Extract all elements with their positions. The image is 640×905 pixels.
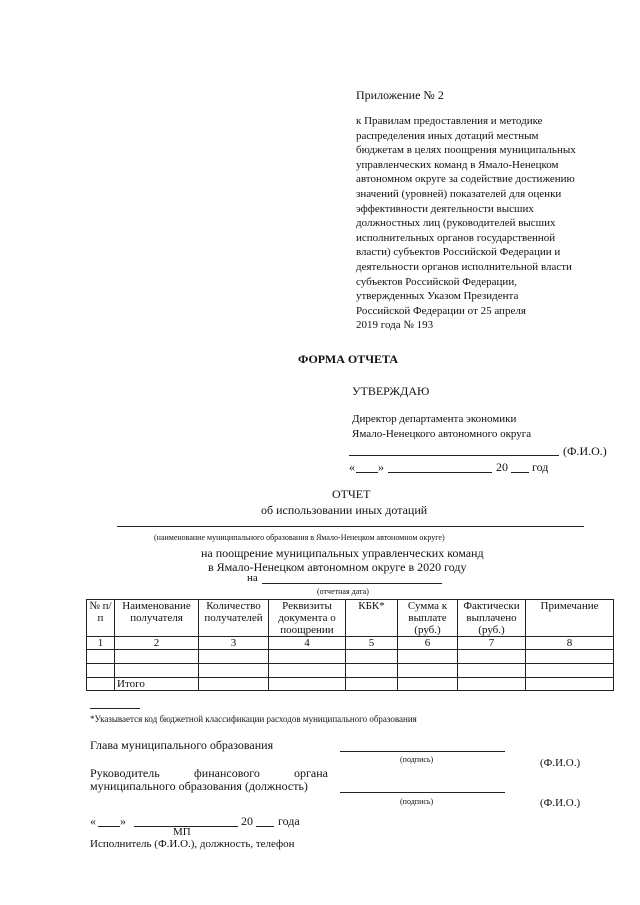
number-cell: 7: [458, 637, 526, 650]
table-cell: [87, 664, 115, 678]
finance-word-1: Руководитель: [90, 766, 160, 780]
header-cell-count: Количество получателей: [199, 600, 269, 637]
report-title: ОТЧЕТ: [332, 487, 371, 501]
appendix-title: Приложение № 2: [356, 88, 444, 102]
table-cell: [346, 664, 398, 678]
approve-position-2: Ямало-Ненецкого автономного округа: [352, 428, 532, 440]
finance-sign-caption: (подпись): [400, 797, 434, 806]
appendix-line: значений (уровней) показателей для оценки: [356, 187, 562, 200]
finance-fio: (Ф.И.О.): [540, 797, 581, 809]
appendix-line: субъектов Российской Федерации,: [356, 275, 517, 288]
appendix-line: распределения иных дотаций местным: [356, 129, 539, 142]
header-cell-paid: Фактически выплачено (руб.): [458, 600, 526, 637]
appendix-line: управленческих команд в Ямало-Ненецком: [356, 158, 559, 171]
table-cell: [269, 650, 346, 664]
table-cell: [398, 678, 458, 691]
number-cell: 8: [526, 637, 614, 650]
approve-date-close: »: [378, 460, 384, 474]
head-label: Глава муниципального образования: [90, 738, 274, 752]
header-cell-note: Примечание: [526, 600, 614, 637]
number-cell: 6: [398, 637, 458, 650]
approve-month-line: [388, 472, 492, 473]
table-number-row: [87, 637, 614, 650]
appendix-line: бюджетам в целях поощрения муниципальных: [356, 144, 576, 157]
appendix-line: эффективности деятельности высших: [356, 202, 534, 215]
sign-date-close: »: [120, 814, 126, 828]
footnote: *Указывается код бюджетной классификации расходов муниципального образования: [90, 714, 417, 724]
number-cell: 1: [87, 637, 115, 650]
report-date-caption: (отчетная дата): [317, 587, 369, 596]
header-cell-kbk: КБК*: [346, 600, 398, 637]
table-cell: [269, 664, 346, 678]
appendix-line: Российской Федерации от 25 апреля: [356, 304, 526, 317]
sign-year-prefix: 20: [241, 814, 253, 828]
sign-day-line: [98, 826, 120, 827]
appendix-line: должностных лиц (руководителей высших: [356, 217, 556, 230]
table-cell: [269, 678, 346, 691]
head-fio: (Ф.И.О.): [540, 757, 581, 769]
report-table: [86, 599, 614, 691]
approve-signature-line: [349, 455, 559, 456]
finance-word-3: органа: [294, 766, 328, 780]
stamp-place: МП: [173, 826, 191, 838]
table-cell: [458, 650, 526, 664]
table-cell: [526, 650, 614, 664]
appendix-line: исполнительных органов государственной: [356, 231, 556, 244]
header-cell-document: Реквизиты документа о поощрении: [269, 600, 346, 637]
head-signature-line: [340, 751, 505, 752]
header-cell-recipient: Наименование получателя: [115, 600, 199, 637]
table-cell: [87, 678, 115, 691]
table-header-row: [87, 600, 614, 637]
approve-day-line: [356, 472, 378, 473]
executor-label: Исполнитель (Ф.И.О.), должность, телефон: [90, 838, 295, 850]
total-label: Итого: [115, 678, 199, 691]
table-cell: [458, 664, 526, 678]
finance-line-2: муниципального образования (должность): [90, 779, 308, 793]
approve-date-open: «: [349, 460, 355, 474]
purpose-line-1: на поощрение муниципальных управленческих команд: [201, 546, 484, 560]
table-cell: [199, 664, 269, 678]
finance-signature-line: [340, 792, 505, 793]
table-cell: [199, 650, 269, 664]
number-cell: 3: [199, 637, 269, 650]
appendix-line: автономном округе за содействие достижению: [356, 173, 575, 186]
table-cell: [115, 650, 199, 664]
table-cell: [458, 678, 526, 691]
table-cell: [346, 650, 398, 664]
approve-year-prefix: 20: [496, 460, 508, 474]
table-row: [87, 664, 614, 678]
sign-date-open: «: [90, 814, 96, 828]
appendix-line: 2019 года № 193: [356, 319, 434, 332]
table-total-row: [87, 678, 614, 691]
table-cell: [526, 678, 614, 691]
form-title: ФОРМА ОТЧЕТА: [298, 352, 399, 366]
appendix-line: утвержденных Указом Президента: [356, 290, 519, 303]
number-cell: 4: [269, 637, 346, 650]
table-cell: [199, 678, 269, 691]
table-cell: [346, 678, 398, 691]
appendix-text: [356, 114, 626, 333]
municipality-caption: (наименование муниципального образования в Ямало-Ненецком автономном округе): [154, 533, 445, 542]
purpose-line-2: в Ямало-Ненецком автономном округе в 2020 году: [208, 560, 467, 574]
table-cell: [398, 650, 458, 664]
approve-title: УТВЕРЖДАЮ: [352, 384, 430, 398]
number-cell: 2: [115, 637, 199, 650]
appendix-line: к Правилам предоставления и методике: [356, 115, 543, 127]
finance-word-2: финансового: [194, 766, 260, 780]
approve-position-1: Директор департамента экономики: [352, 413, 517, 425]
report-date-line: [262, 583, 442, 584]
approve-fio: (Ф.И.О.): [563, 444, 607, 458]
on-label: на: [247, 572, 258, 584]
sign-year-suffix: года: [278, 814, 300, 828]
table-cell: [115, 664, 199, 678]
footnote-separator: [90, 708, 140, 709]
table-cell: [87, 650, 115, 664]
report-subtitle: об использовании иных дотаций: [261, 503, 428, 517]
appendix-line: деятельности органов исполнительной власти: [356, 260, 572, 273]
approve-year-line: [511, 472, 529, 473]
header-cell-number: № п/п: [87, 600, 115, 637]
header-cell-amount: Сумма к выплате (руб.): [398, 600, 458, 637]
head-sign-caption: (подпись): [400, 755, 434, 764]
table-cell: [398, 664, 458, 678]
municipality-line: [117, 526, 584, 527]
number-cell: 5: [346, 637, 398, 650]
sign-year-line: [256, 826, 274, 827]
table-row: [87, 650, 614, 664]
table-cell: [526, 664, 614, 678]
approve-year-suffix: год: [532, 460, 549, 474]
appendix-line: власти) субъектов Российской Федерации и: [356, 246, 561, 259]
